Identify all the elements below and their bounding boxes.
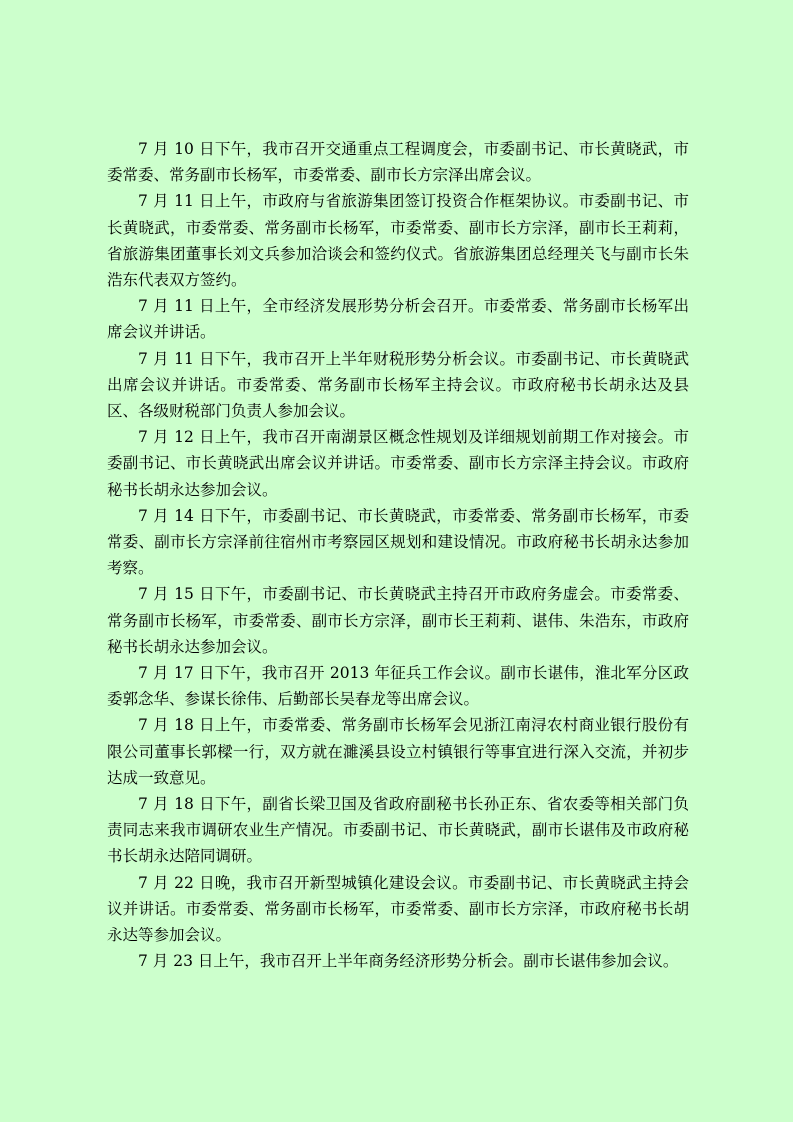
paragraph: 7 月 18 日下午，副省长梁卫国及省政府副秘书长孙正东、省农委等相关部门负责同志来我市调研农业生产情况。市委副书记、市长黄晓武，副市长谌伟及市政府秘书长胡永达陪同调研。 bbox=[107, 795, 689, 866]
paragraph: 7 月 12 日上午，我市召开南湖景区概念性规划及详细规划前期工作对接会。市委副书记、市长黄晓武出席会议并讲话。市委常委、副市长方宗泽主持会议。市政府秘书长胡永达参加会议。 bbox=[107, 428, 689, 499]
paragraph: 7 月 17 日下午，我市召开 2013 年征兵工作会议。副市长谌伟，淮北军分区政委郭念华、参谋长徐伟、后勤部长吴春龙等出席会议。 bbox=[107, 664, 689, 709]
document-body bbox=[107, 136, 689, 975]
paragraph: 7 月 11 日上午，全市经济发展形势分析会召开。市委常委、常务副市长杨军出席会议并讲话。 bbox=[107, 297, 689, 342]
paragraph: 7 月 18 日上午，市委常委、常务副市长杨军会见浙江南浔农村商业银行股份有限公司董事长郭樑一行，双方就在濉溪县设立村镇银行等事宜进行深入交流，并初步达成一致意见。 bbox=[107, 716, 689, 787]
paragraph: 7 月 11 日上午，市政府与省旅游集团签订投资合作框架协议。市委副书记、市长黄晓武，市委常委、常务副市长杨军，市委常委、副市长方宗泽，副市长王莉莉，省旅游集团董事长刘文兵参加洽谈会和签约仪式。省旅游集团总经理关飞与副市长朱浩东代表双方签约。 bbox=[107, 192, 689, 290]
paragraph: 7 月 10 日下午，我市召开交通重点工程调度会，市委副书记、市长黄晓武，市委常委、常务副市长杨军，市委常委、副市长方宗泽出席会议。 bbox=[107, 140, 689, 185]
paragraph: 7 月 15 日下午，市委副书记、市长黄晓武主持召开市政府务虚会。市委常委、常务副市长杨军，市委常委、副市长方宗泽，副市长王莉莉、谌伟、朱浩东，市政府秘书长胡永达参加会议。 bbox=[107, 585, 689, 656]
paragraph: 7 月 11 日下午，我市召开上半年财税形势分析会议。市委副书记、市长黄晓武出席会议并讲话。市委常委、常务副市长杨军主持会议。市政府秘书长胡永达及县区、各级财税部门负责人参加会议。 bbox=[107, 349, 689, 421]
paragraph: 7 月 14 日下午，市委副书记、市长黄晓武，市委常委、常务副市长杨军，市委常委、副市长方宗泽前往宿州市考察园区规划和建设情况。市政府秘书长胡永达参加考察。 bbox=[107, 506, 689, 578]
paragraph: 7 月 22 日晚，我市召开新型城镇化建设会议。市委副书记、市长黄晓武主持会议并讲话。市委常委、常务副市长杨军，市委常委、副市长方宗泽，市政府秘书长胡永达等参加会议。 bbox=[107, 873, 689, 945]
paragraph: 7 月 23 日上午，我市召开上半年商务经济形势分析会。副市长谌伟参加会议。 bbox=[138, 952, 679, 971]
